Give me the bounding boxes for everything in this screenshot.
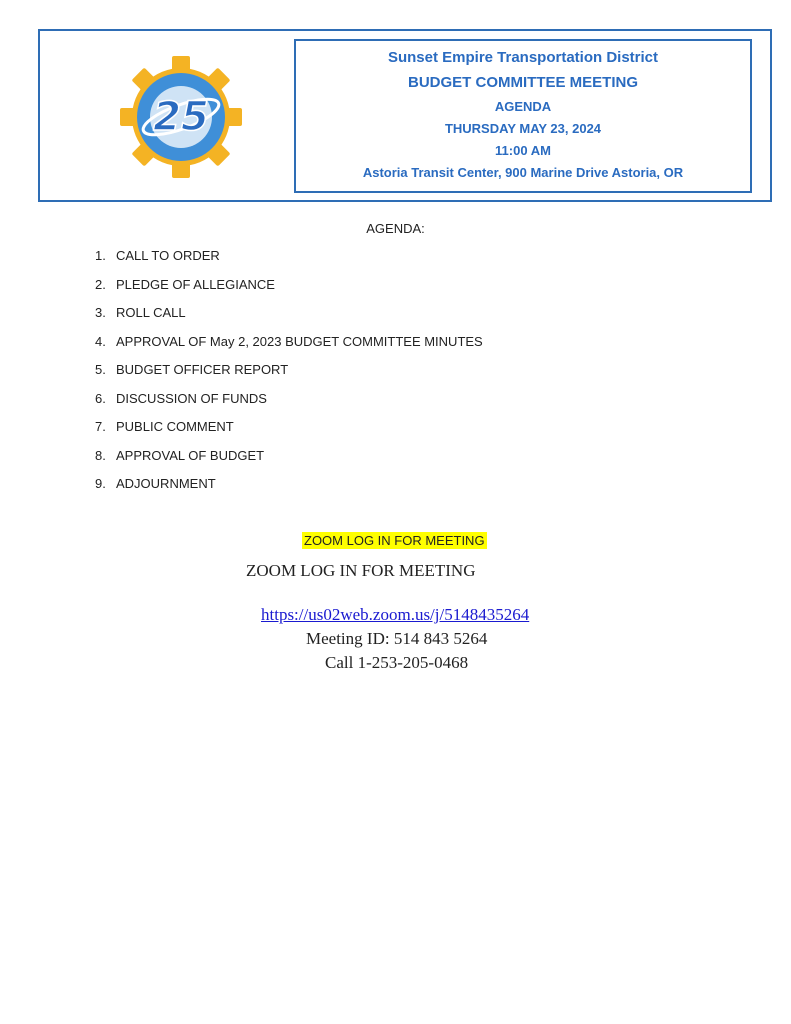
agenda-item-label: BUDGET OFFICER REPORT bbox=[116, 362, 289, 377]
agenda-item-label: APPROVAL OF May 2, 2023 BUDGET COMMITTEE MINUTES bbox=[116, 333, 483, 349]
agenda-item-number: 9. bbox=[95, 476, 106, 491]
agenda-item bbox=[95, 305, 483, 334]
meeting-location: Astoria Transit Center, 900 Marine Drive Astoria, OR bbox=[362, 165, 684, 180]
agenda-item-number: 1. bbox=[95, 248, 106, 263]
meeting-id: Meeting ID: 514 843 5264 bbox=[306, 629, 488, 648]
organization-name: Sunset Empire Transportation District bbox=[387, 49, 659, 66]
agenda-item bbox=[95, 391, 483, 420]
agenda-item bbox=[95, 334, 483, 363]
district-logo bbox=[120, 56, 242, 178]
agenda-item-label: APPROVAL OF BUDGET bbox=[116, 447, 265, 463]
meeting-info-box bbox=[294, 39, 752, 193]
agenda-item-number: 5. bbox=[95, 362, 106, 377]
agenda-item-number: 7. bbox=[95, 419, 106, 434]
agenda-item-label: PUBLIC COMMENT bbox=[116, 419, 234, 434]
agenda-item bbox=[95, 248, 483, 277]
agenda-item bbox=[95, 362, 483, 391]
agenda-item-label: DISCUSSION OF FUNDS bbox=[116, 390, 267, 406]
agenda-list bbox=[95, 248, 483, 505]
agenda-heading: AGENDA: bbox=[366, 221, 425, 236]
agenda-item-label: ADJOURNMENT bbox=[116, 476, 216, 491]
agenda-item-label: ROLL CALL bbox=[116, 305, 186, 320]
meeting-time: 11:00 AM bbox=[495, 143, 551, 158]
meeting-title: BUDGET COMMITTEE MEETING bbox=[408, 74, 638, 91]
agenda-item-label: CALL TO ORDER bbox=[116, 248, 220, 263]
agenda-item-number: 2. bbox=[95, 276, 106, 292]
agenda-item bbox=[95, 476, 483, 505]
agenda-item bbox=[95, 448, 483, 477]
agenda-label: AGENDA bbox=[494, 99, 552, 114]
agenda-item-number: 3. bbox=[95, 305, 106, 320]
zoom-meeting-link[interactable]: https://us02web.zoom.us/j/5148435264 bbox=[261, 605, 530, 624]
zoom-heading: ZOOM LOG IN FOR MEETING bbox=[246, 561, 476, 580]
agenda-item-number: 8. bbox=[95, 447, 106, 463]
agenda-item-label: PLEDGE OF ALLEGIANCE bbox=[116, 276, 275, 292]
meeting-date: THURSDAY MAY 23, 2024 bbox=[444, 121, 602, 136]
agenda-item-number: 4. bbox=[95, 333, 106, 349]
agenda-item bbox=[95, 419, 483, 448]
zoom-highlight-label: ZOOM LOG IN FOR MEETING bbox=[304, 533, 485, 548]
logo-number: 25 bbox=[153, 94, 209, 140]
call-number: Call 1-253-205-0468 bbox=[325, 653, 469, 672]
agenda-item-number: 6. bbox=[95, 390, 106, 406]
agenda-item bbox=[95, 277, 483, 306]
